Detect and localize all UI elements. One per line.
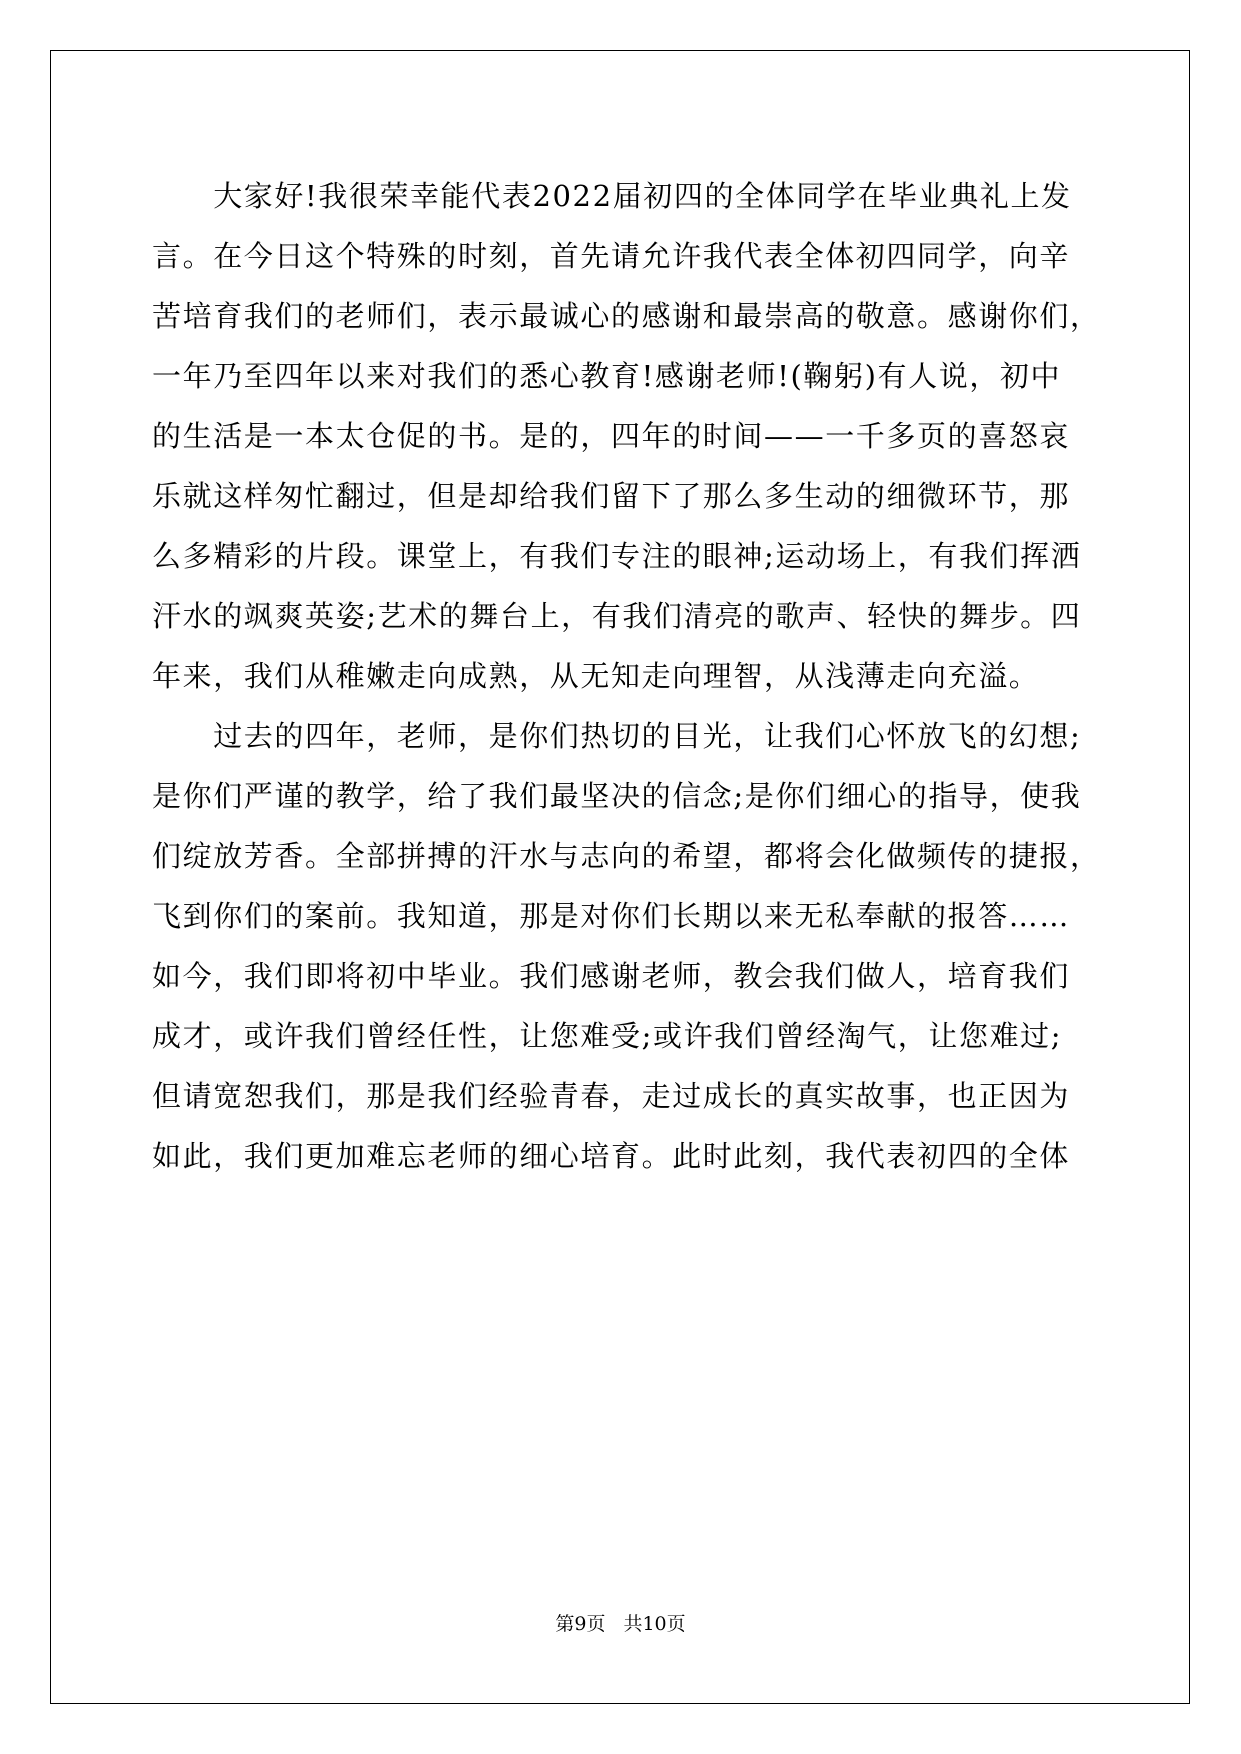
text-line: 成才，或许我们曾经任性，让您难受;或许我们曾经淘气，让您难过; bbox=[152, 1019, 1063, 1053]
text-line: 么多精彩的片段。课堂上，有我们专注的眼神;运动场上，有我们挥洒 bbox=[152, 539, 1082, 573]
text-line: 如今，我们即将初中毕业。我们感谢老师，教会我们做人，培育我们 bbox=[152, 959, 1071, 993]
text-line: 的生活是一本太仓促的书。是的，四年的时间——一千多页的喜怒哀 bbox=[152, 419, 1071, 453]
text-line: 是你们严谨的教学，给了我们最坚决的信念;是你们细心的指导，使我 bbox=[152, 779, 1082, 813]
text-line: 飞到你们的案前。我知道，那是对你们长期以来无私奉献的报答…… bbox=[152, 899, 1071, 933]
text-line: 乐就这样匆忙翻过，但是却给我们留下了那么多生动的细微环节，那 bbox=[152, 479, 1071, 513]
text-line: 苦培育我们的老师们，表示最诚心的感谢和最崇高的敬意。感谢你们， bbox=[152, 299, 1101, 333]
text-line: 们绽放芳香。全部拼搏的汗水与志向的希望，都将会化做频传的捷报， bbox=[152, 839, 1101, 873]
document-body bbox=[152, 166, 1101, 1186]
page-footer bbox=[0, 1612, 1241, 1636]
text-line: 过去的四年，老师，是你们热切的目光，让我们心怀放飞的幻想; bbox=[152, 719, 1082, 753]
text-line: 一年乃至四年以来对我们的悉心教育!感谢老师!(鞠躬)有人说，初中 bbox=[152, 359, 1062, 393]
page-total: 共10页 bbox=[623, 1613, 686, 1635]
text-line: 大家好!我很荣幸能代表2022届初四的全体同学在毕业典礼上发 bbox=[152, 179, 1072, 213]
text-line: 但请宽恕我们，那是我们经验青春，走过成长的真实故事，也正因为 bbox=[152, 1079, 1071, 1113]
text-line: 言。在今日这个特殊的时刻，首先请允许我代表全体初四同学，向辛 bbox=[152, 239, 1071, 273]
text-line: 汗水的飒爽英姿;艺术的舞台上，有我们清亮的歌声、轻快的舞步。四 bbox=[152, 599, 1082, 633]
text-line: 如此，我们更加难忘老师的细心培育。此时此刻，我代表初四的全体 bbox=[152, 1139, 1071, 1173]
page-number: 第9页 bbox=[555, 1613, 606, 1635]
text-line: 年来，我们从稚嫩走向成熟，从无知走向理智，从浅薄走向充溢。 bbox=[152, 659, 1040, 693]
